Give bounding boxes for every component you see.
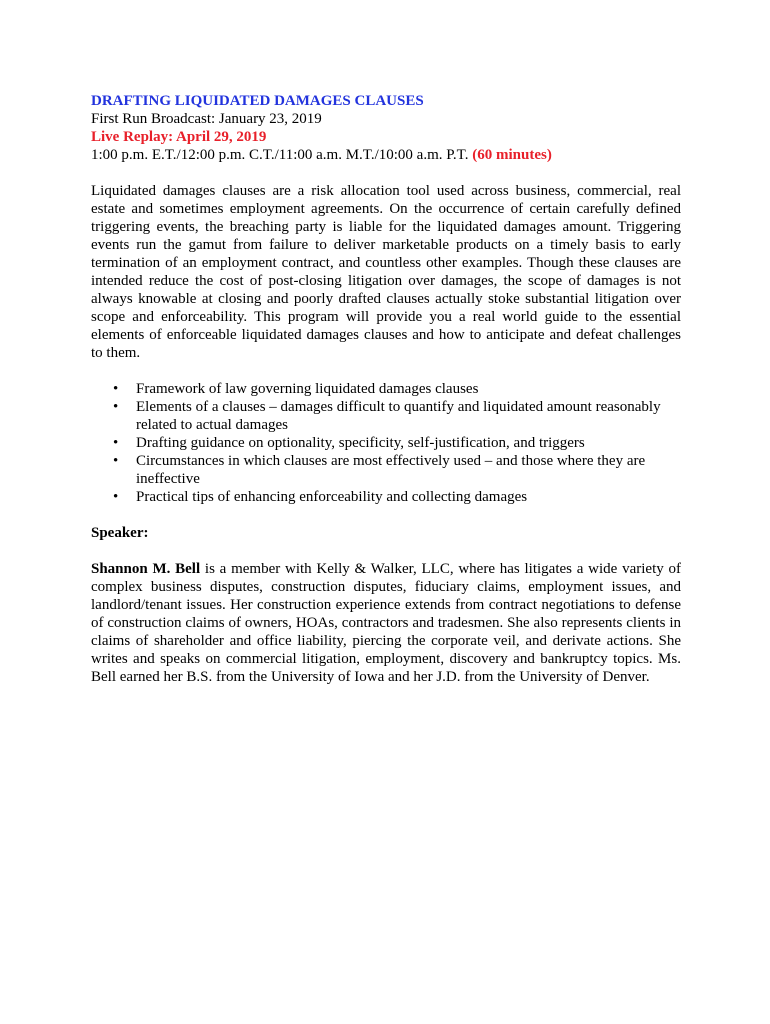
topic-text: Framework of law governing liquidated damages clauses [136, 381, 479, 397]
broadcast-times-line [91, 146, 681, 164]
bullet-icon: • [113, 489, 119, 505]
bullet-icon: • [113, 435, 119, 451]
live-replay-date: Live Replay: April 29, 2019 [91, 129, 267, 145]
program-description: Liquidated damages clauses are a risk allocation tool used across business, commercial, real estate and sometimes employment agreements. On the occurrence of certain carefully defined triggering events, the breaching party is liable for the liquidated damages amount. Triggering events run the gamut from failure to deliver marketable products on a timely basis to early termination of an employment contract, and countless other examples. Though these clauses are intended reduce the cost of post-closing litigation over damages, the scope of damages is not always knowable at closing and poorly drafted clauses actually stoke substantial litigation over scope and enforceability. This program will provide you a real world guide to the essential elements of enforceable liquidated damages clauses and how to anticipate and defeat challenges to them. [91, 183, 681, 361]
topic-item [113, 452, 681, 488]
document-page [91, 92, 681, 686]
program-title: DRAFTING LIQUIDATED DAMAGES CLAUSES [91, 93, 424, 109]
topic-text: Drafting guidance on optionality, specificity, self-justification, and triggers [136, 435, 585, 451]
topic-text: Circumstances in which clauses are most effectively used – and those where they are ineffective [136, 453, 646, 487]
topic-item [113, 434, 681, 452]
bullet-icon: • [113, 453, 119, 469]
speaker-bio [91, 560, 681, 686]
speaker-bio-text: is a member with Kelly & Walker, LLC, where has litigates a wide variety of complex business disputes, construction disputes, fiduciary claims, employment issues, and landlord/tenant issues. Her construction experience extends from contract negotiations to defense of construction claims of owners, HOAs, contractors and tradesmen. She also represents clients in claims of shareholder and office liability, piercing the corporate veil, and derivate actions. She writes and speaks on commercial litigation, employment, discovery and bankruptcy topics. Ms. Bell earned her B.S. from the University of Iowa and her J.D. from the University of Denver. [91, 561, 681, 685]
topic-item [113, 488, 681, 506]
topic-text: Practical tips of enhancing enforceability and collecting damages [136, 489, 528, 505]
topic-item [113, 398, 681, 434]
broadcast-times: 1:00 p.m. E.T./12:00 p.m. C.T./11:00 a.m. M.T./10:00 a.m. P.T. [91, 147, 469, 163]
topic-text: Elements of a clauses – damages difficult to quantify and liquidated amount reasonably related to actual damages [136, 399, 661, 433]
bullet-icon: • [113, 399, 119, 415]
speaker-name: Shannon M. Bell [91, 561, 201, 577]
topics-list [91, 380, 681, 506]
first-run-broadcast: First Run Broadcast: January 23, 2019 [91, 111, 322, 127]
bullet-icon: • [113, 381, 119, 397]
topic-item [113, 380, 681, 398]
speaker-heading: Speaker: [91, 525, 149, 541]
program-duration: (60 minutes) [472, 147, 552, 163]
